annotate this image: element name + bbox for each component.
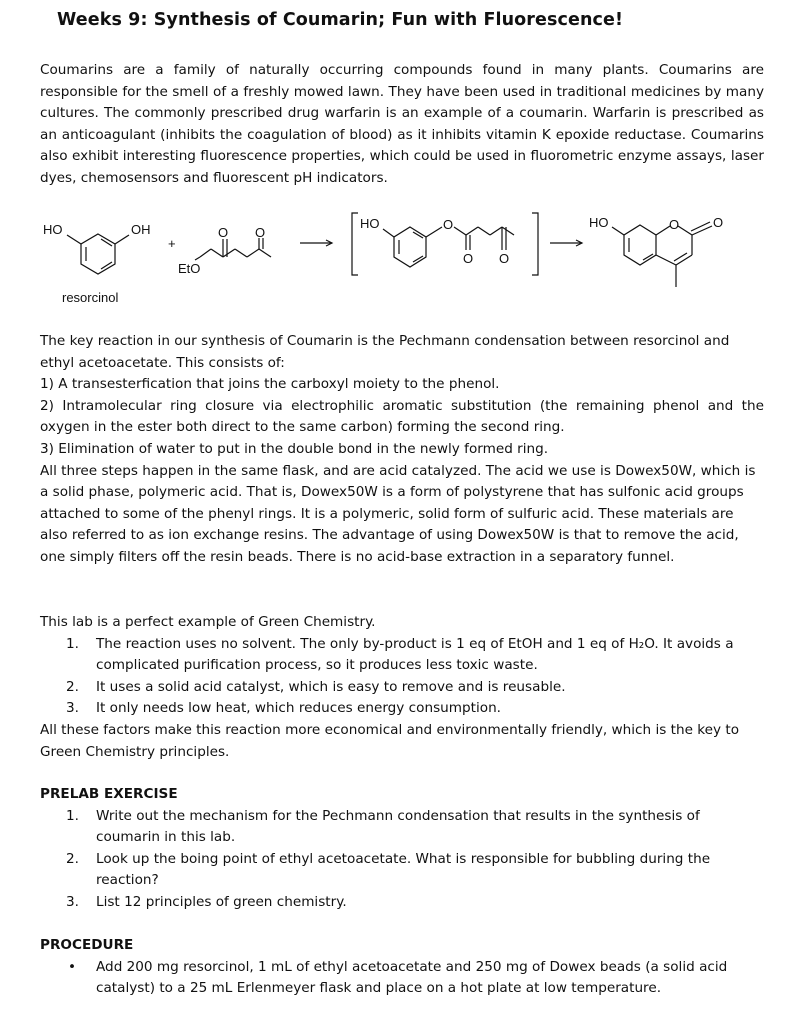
- list-text: The reaction uses no solvent. The only by-product is 1 eq of EtOH and 1 eq of H₂O. It avoids a complicated purification process, so it produces less toxic waste.: [96, 635, 734, 674]
- list-number: 1.: [66, 807, 79, 824]
- page-title: Weeks 9: Synthesis of Coumarin; Fun with Fluorescence!: [57, 10, 624, 30]
- list-text: Look up the boing point of ethyl acetoacetate. What is responsible for bubbling during the reaction?: [96, 850, 711, 889]
- key-paragraph-intro: The key reaction in our synthesis of Coumarin is the Pechmann condensation between resorcinol and ethyl acetoacetate. This consists of:: [40, 333, 730, 371]
- label-eto: EtO: [178, 261, 201, 276]
- coumarin-product-structure: [612, 222, 712, 287]
- label-o-5: O: [499, 251, 510, 266]
- resorcinol-structure: [67, 234, 129, 274]
- ethyl-acetoacetate-structure: [195, 238, 271, 260]
- reaction-scheme: [40, 205, 764, 315]
- bullet-icon: •: [68, 958, 77, 975]
- label-o-4: O: [463, 251, 474, 266]
- prelab-section: [40, 784, 764, 914]
- list-item: [40, 849, 764, 892]
- intro-paragraph: Coumarins are a family of naturally occurring compounds found in many plants. Coumarins are responsible for the smell of a freshly mowed lawn. They have been used in traditional medicines by many cultures. The commonly prescribed drug warfarin is an example of a coumarin. Warfarin is prescribed as an anticoagulant (inhibits the coagulation of blood) as it inhibits vitamin K epoxide reductase. Coumarins also exhibit interesting fluorescence properties, which could be used in fluorometric enzyme assays, laser dyes, chemosensors and fluorescent pH indicators.: [40, 62, 764, 186]
- list-number: 2.: [66, 850, 79, 867]
- list-item: [40, 677, 764, 699]
- procedure-list: [40, 957, 764, 1000]
- label-o-6: O: [669, 217, 680, 232]
- key-step-3: 3) Elimination of water to put in the double bond in the newly formed ring.: [40, 440, 549, 457]
- list-number: 3.: [66, 700, 79, 717]
- list-text: Write out the mechanism for the Pechmann condensation that results in the synthesis of coumarin in this lab.: [96, 807, 700, 846]
- list-item: [40, 698, 764, 720]
- key-reaction-section: [40, 331, 764, 569]
- plus-sign: +: [168, 236, 176, 251]
- green-chemistry-section: [40, 612, 764, 763]
- list-number: 1.: [66, 635, 79, 652]
- key-step-2: 2) Intramolecular ring closure via electrophilic aromatic substitution (the remaining phenol and the oxygen in the ester both direct to the same carbon) forming the second ring.: [40, 397, 764, 436]
- intermediate-structure: [383, 227, 514, 267]
- green-list: [40, 634, 764, 720]
- label-ho-3: HO: [589, 215, 609, 230]
- procedure-heading: PROCEDURE: [40, 937, 134, 953]
- list-number: 2.: [66, 678, 79, 695]
- key-paragraph-dowex: All three steps happen in the same flask, and are acid catalyzed. The acid we use is Dowex50W, which is a solid phase, polymeric acid. That is, Dowex50W is a form of polystyrene that has sulfonic acid groups attached to some of the phenyl rings. It is a polymeric, solid form of sulfuric acid. These materials are also referred to as ion exchange resins. The advantage of using Dowex50W is that to remove the acid, one simply filters off the resin beads. There is no acid-base extraction in a separatory funnel.: [40, 462, 756, 565]
- list-text: List 12 principles of green chemistry.: [96, 893, 347, 910]
- list-number: 3.: [66, 893, 79, 910]
- green-conclusion: All these factors make this reaction more economical and environmentally friendly, which is the key to Green Chemistry principles.: [40, 721, 740, 760]
- list-item: [40, 634, 764, 677]
- prelab-list: [40, 806, 764, 914]
- green-intro: This lab is a perfect example of Green Chemistry.: [40, 614, 376, 630]
- list-item: [40, 957, 764, 1000]
- list-item: [40, 892, 764, 914]
- label-o-2: O: [255, 225, 266, 240]
- procedure-section: [40, 935, 764, 1000]
- label-oh-1: OH: [131, 222, 151, 237]
- list-text: Add 200 mg resorcinol, 1 mL of ethyl acetoacetate and 250 mg of Dowex beads (a solid acid catalyst) to a 25 mL Erlenmeyer flask and place on a hot plate at low temperature.: [96, 958, 728, 997]
- list-item: [40, 806, 764, 849]
- list-text: It uses a solid acid catalyst, which is easy to remove and is reusable.: [96, 678, 566, 695]
- label-o-7: O: [713, 215, 724, 230]
- resorcinol-label: resorcinol: [62, 290, 119, 305]
- prelab-heading: PRELAB EXERCISE: [40, 786, 178, 802]
- label-o-1: O: [218, 225, 229, 240]
- label-ho-2: HO: [360, 216, 380, 231]
- key-step-1: 1) A transesterfication that joins the carboxyl moiety to the phenol.: [40, 376, 500, 393]
- label-ho-1: HO: [43, 222, 63, 237]
- list-text: It only needs low heat, which reduces energy consumption.: [96, 700, 502, 717]
- label-o-3: O: [443, 217, 454, 232]
